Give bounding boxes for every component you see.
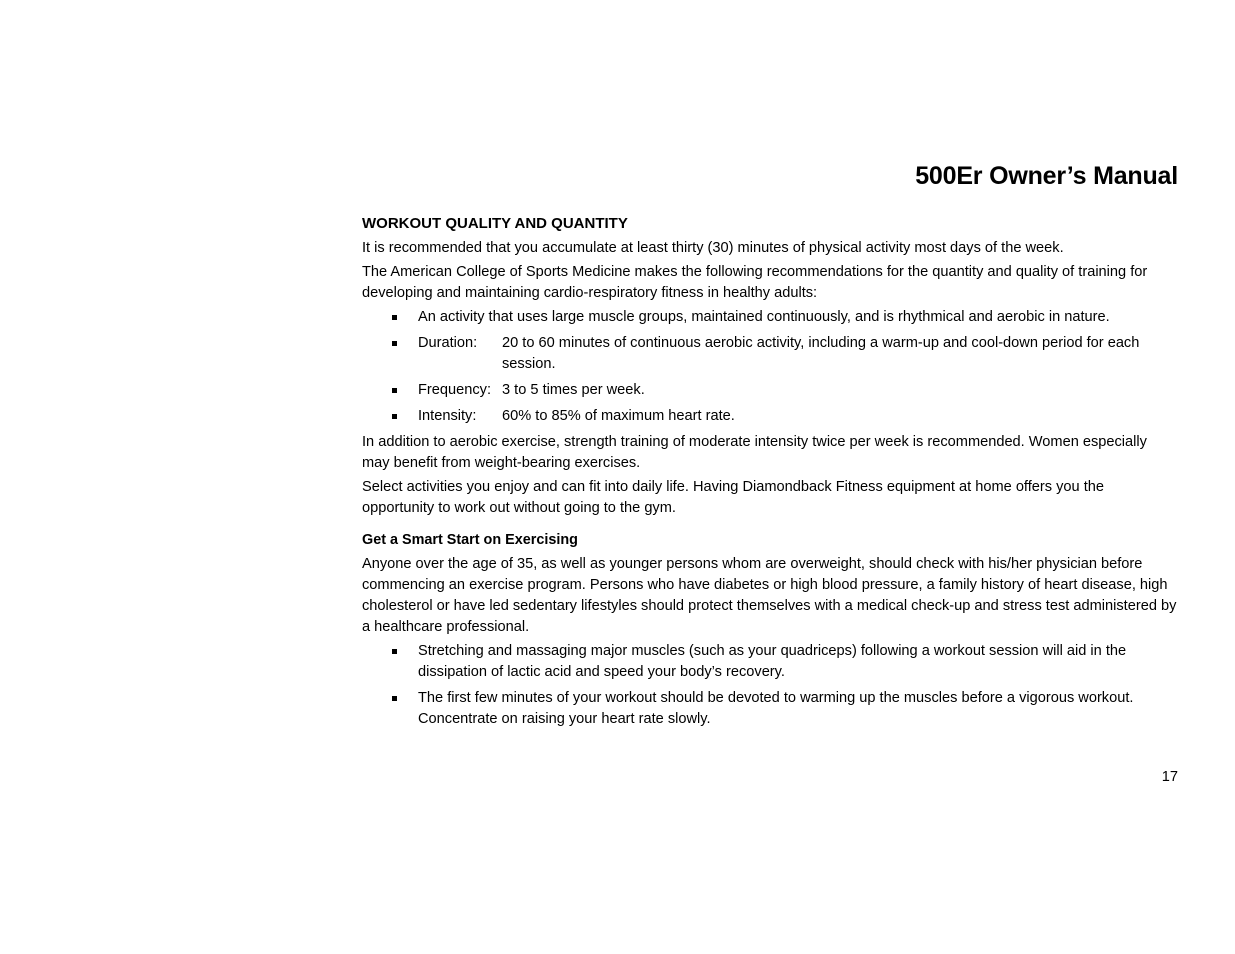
tips-list: [362, 641, 1178, 730]
square-bullet-icon: [392, 315, 397, 320]
square-bullet-icon: [392, 388, 397, 393]
paragraph: Anyone over the age of 35, as well as younger persons whom are overweight, should check with his/her physician before commencing an exercise program. Persons who have diabetes or high blood pressure, a family history of heart disease, high cholesterol or have led sedentary lifestyles should protect themselves with a medical check-up and stress test administered by a healthcare professional.: [362, 556, 1177, 635]
list-item-label: Frequency:: [418, 382, 492, 398]
page-number: 17: [1161, 769, 1178, 785]
paragraph: The American College of Sports Medicine makes the following recommendations for the quantity and quality of training for developing and maintaining cardio-respiratory fitness in healthy adults:: [362, 264, 1148, 301]
square-bullet-icon: [392, 649, 397, 654]
list-item: [362, 333, 1178, 375]
square-bullet-icon: [392, 341, 397, 346]
document-title: 500Er Owner’s Manual: [915, 162, 1178, 190]
subsection-heading: Get a Smart Start on Exercising: [362, 532, 578, 548]
square-bullet-icon: [392, 414, 397, 419]
square-bullet-icon: [392, 696, 397, 701]
list-item: [362, 641, 1178, 683]
list-item-text: 20 to 60 minutes of continuous aerobic activity, including a warm-up and cool-down period for each session.: [502, 335, 1140, 372]
list-item: [362, 307, 1178, 328]
list-item: [362, 688, 1178, 730]
paragraph: It is recommended that you accumulate at least thirty (30) minutes of physical activity most days of the week.: [362, 240, 1064, 256]
list-item-label: Intensity:: [418, 408, 477, 424]
paragraph: Select activities you enjoy and can fit into daily life. Having Diamondback Fitness equipment at home offers you the opportunity to work out without going to the gym.: [362, 479, 1104, 516]
recommendation-list: [362, 307, 1178, 427]
list-item-text: 3 to 5 times per week.: [502, 382, 645, 398]
list-item-text: An activity that uses large muscle groups, maintained continuously, and is rhythmical and aerobic in nature.: [418, 309, 1110, 325]
list-item-text: 60% to 85% of maximum heart rate.: [502, 408, 735, 424]
list-item-text: The first few minutes of your workout should be devoted to warming up the muscles before a vigorous workout. Concentrate on raising your heart rate slowly.: [418, 690, 1134, 727]
paragraph: In addition to aerobic exercise, strength training of moderate intensity twice per week is recommended. Women especially may benefit from weight-bearing exercises.: [362, 434, 1147, 471]
list-item: [362, 380, 1178, 401]
list-item-label: Duration:: [418, 335, 478, 351]
list-item: [362, 406, 1178, 427]
section-heading: WORKOUT QUALITY AND QUANTITY: [362, 215, 628, 232]
list-item-text: Stretching and massaging major muscles (such as your quadriceps) following a workout session will aid in the dissipation of lactic acid and speed your body’s recovery.: [418, 643, 1127, 680]
document-body: [362, 213, 1178, 735]
